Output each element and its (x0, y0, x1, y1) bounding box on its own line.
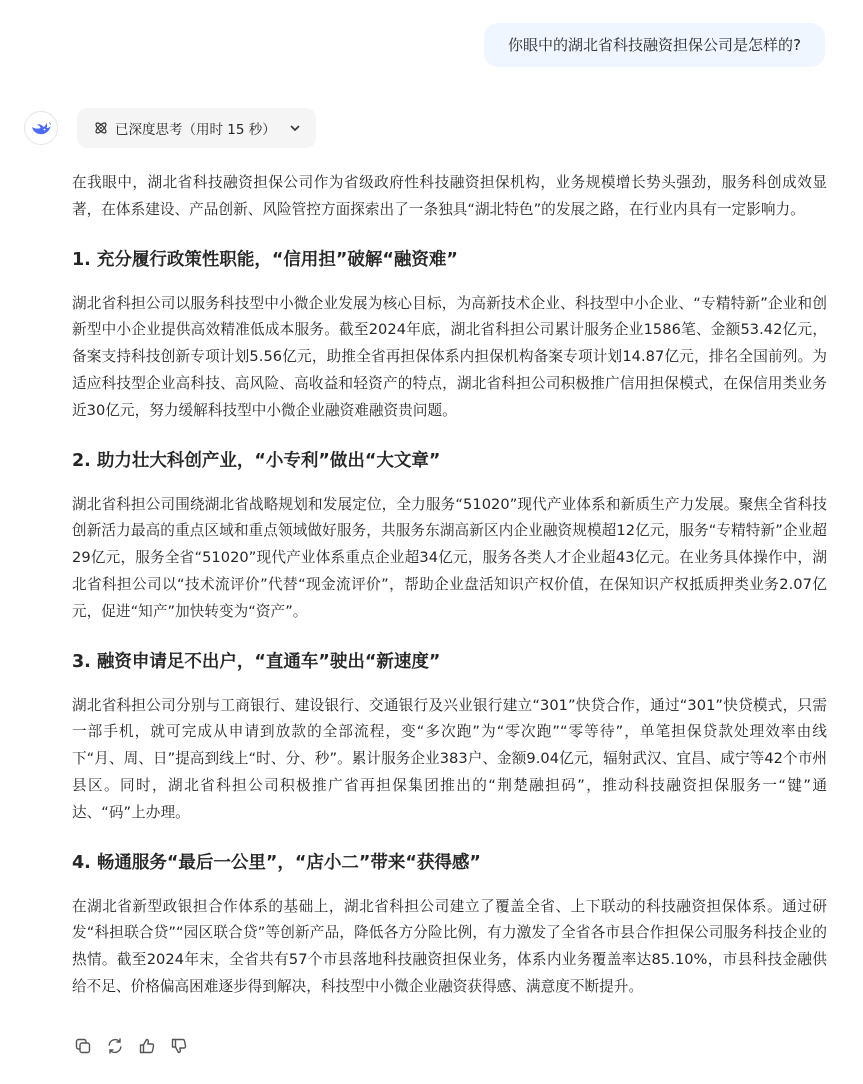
deep-thinking-toggle[interactable] (77, 108, 316, 148)
copy-icon[interactable] (72, 1035, 94, 1057)
deepseek-whale-logo-icon (30, 120, 52, 136)
section-heading-1: 1. 充分履行政策性职能，“信用担”破解“融资难” (72, 249, 458, 270)
section-heading-2: 2. 助力壮大科创产业，“小专利”做出“大文章” (72, 450, 441, 471)
atom-icon (93, 120, 109, 136)
assistant-avatar (24, 111, 58, 145)
user-message-bubble (484, 23, 825, 67)
section-body-3: 湖北省科担公司分别与工商银行、建设银行、交通银行及兴业银行建立“301”快贷合作，通过“301”快贷模式，只需一部手机，就可完成从申请到放款的全部流程，变“多次跑”为“零次跑”“零等待”，单笔担保贷款处理效率由线下“月、周、日”提高到线上“时、分、秒”。累计服务企业383户、金额9.04亿元，辐射武汉、宜昌、咸宁等42个市州县区。同时，湖北省科担公司积极推广省再担保集团推出的“荆楚融担码”，推动科技融资担保服务一“键”通达、“码”上办理。 (72, 696, 827, 821)
thumbs-down-icon[interactable] (168, 1035, 190, 1057)
deep-thinking-label: 已深度思考（用时 15 秒） (115, 122, 276, 138)
assistant-answer (72, 170, 827, 1001)
user-message-text: 你眼中的湖北省科技融资担保公司是怎样的? (508, 36, 801, 54)
section-heading-4: 4. 畅通服务“最后一公里”，“店小二”带来“获得感” (72, 852, 481, 873)
section-body-4: 在湖北省新型政银担合作体系的基础上，湖北省科担公司建立了覆盖全省、上下联动的科技融资担保体系。通过研发“科担联合贷”“园区联合贷”等创新产品，降低各方分险比例，有力激发了全省各市县合作担保公司服务科技企业的热情。截至2024年末，全省共有57个市县落地科技融资担保业务，体系内业务覆盖率达85.10%，市县科技金融供给不足、价格偏高困难逐步得到解决，科技型中小微企业融资获得感、满意度不断提升。 (72, 897, 827, 995)
thumbs-up-icon[interactable] (136, 1035, 158, 1057)
chevron-down-icon (288, 121, 302, 135)
message-actions (72, 1035, 200, 1057)
regenerate-icon[interactable] (104, 1035, 126, 1057)
section-heading-3: 3. 融资申请足不出户，“直通车”驶出“新速度” (72, 651, 441, 672)
section-body-2: 湖北省科担公司围绕湖北省战略规划和发展定位，全力服务“51020”现代产业体系和新质生产力发展。聚焦全省科技创新活力最高的重点区域和重点领域做好服务，共服务东湖高新区内企业融资规模超12亿元，服务“专精特新”企业超29亿元，服务全省“51020”现代产业体系重点企业超34亿元，服务各类人才企业超43亿元。在业务具体操作中，湖北省科担公司以“技术流评价”代替“现金流评价”，帮助企业盘活知识产权价值，在保知识产权抵质押类业务2.07亿元，促进“知产”加快转变为“资产”。 (72, 495, 827, 620)
section-body-1: 湖北省科担公司以服务科技型中小微企业发展为核心目标，为高新技术企业、科技型中小企业、“专精特新”企业和创新型中小企业提供高效精准低成本服务。截至2024年底，湖北省科担公司累计服务企业1586笔、金额53.42亿元，备案支持科技创新专项计划5.56亿元，助推全省再担保体系内担保机构备案专项计划14.87亿元，排名全国前列。为适应科技型企业高科技、高风险、高收益和轻资产的特点，湖北省科担公司积极推广信用担保模式，在保信用类业务近30亿元，努力缓解科技型中小微企业融资难融资贵问题。 (72, 294, 827, 419)
answer-intro: 在我眼中，湖北省科技融资担保公司作为省级政府性科技融资担保机构，业务规模增长势头强劲，服务科创成效显著，在体系建设、产品创新、风险管控方面探索出了一条独具“湖北特色”的发展之路，在行业内具有一定影响力。 (72, 174, 827, 218)
